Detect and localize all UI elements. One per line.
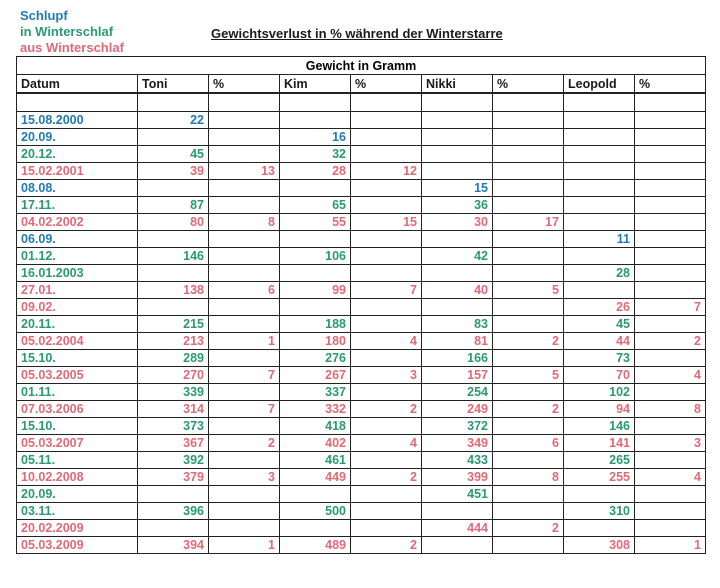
header-toni-percent: % xyxy=(209,75,280,94)
value-cell: 146 xyxy=(564,418,635,435)
value-cell: 249 xyxy=(422,401,493,418)
value-cell: 146 xyxy=(138,248,209,265)
color-legend xyxy=(20,8,124,56)
value-cell xyxy=(280,486,351,503)
value-cell xyxy=(422,112,493,129)
value-cell: 87 xyxy=(138,197,209,214)
value-cell: 80 xyxy=(138,214,209,231)
legend-in-winterschlaf: in Winterschlaf xyxy=(20,24,114,39)
value-cell: 138 xyxy=(138,282,209,299)
value-cell xyxy=(493,265,564,282)
value-cell xyxy=(209,265,280,282)
value-cell: 392 xyxy=(138,452,209,469)
value-cell: 314 xyxy=(138,401,209,418)
header-toni: Toni xyxy=(138,75,209,94)
value-cell: 22 xyxy=(138,112,209,129)
value-cell xyxy=(564,248,635,265)
value-cell xyxy=(493,537,564,554)
value-cell: 45 xyxy=(138,146,209,163)
value-cell xyxy=(351,316,422,333)
value-cell: 7 xyxy=(209,401,280,418)
value-cell: 2 xyxy=(493,520,564,537)
value-cell xyxy=(280,180,351,197)
date-cell: 20.12. xyxy=(17,146,138,163)
value-cell: 15 xyxy=(422,180,493,197)
value-cell: 367 xyxy=(138,435,209,452)
value-cell xyxy=(209,248,280,265)
value-cell: 379 xyxy=(138,469,209,486)
value-cell xyxy=(209,520,280,537)
value-cell xyxy=(351,180,422,197)
value-cell xyxy=(280,520,351,537)
table-row xyxy=(17,146,706,163)
value-cell xyxy=(635,418,706,435)
value-cell xyxy=(493,452,564,469)
value-cell xyxy=(564,214,635,231)
value-cell: 40 xyxy=(422,282,493,299)
value-cell: 394 xyxy=(138,537,209,554)
value-cell: 215 xyxy=(138,316,209,333)
date-cell: 10.02.2008 xyxy=(17,469,138,486)
value-cell xyxy=(138,520,209,537)
value-cell: 265 xyxy=(564,452,635,469)
value-cell xyxy=(564,129,635,146)
header-nikki: Nikki xyxy=(422,75,493,94)
date-cell: 01.11. xyxy=(17,384,138,401)
value-cell: 399 xyxy=(422,469,493,486)
header-kim-percent: % xyxy=(351,75,422,94)
value-cell: 396 xyxy=(138,503,209,520)
date-cell: 15.10. xyxy=(17,418,138,435)
value-cell xyxy=(635,384,706,401)
value-cell xyxy=(209,112,280,129)
value-cell: 2 xyxy=(209,435,280,452)
value-cell xyxy=(209,231,280,248)
table-row xyxy=(17,435,706,452)
value-cell xyxy=(138,231,209,248)
value-cell xyxy=(422,231,493,248)
value-cell: 3 xyxy=(209,469,280,486)
value-cell: 310 xyxy=(564,503,635,520)
date-cell: 20.09. xyxy=(17,129,138,146)
value-cell: 4 xyxy=(635,469,706,486)
legend-schlupf: Schlupf xyxy=(20,8,68,23)
value-cell xyxy=(351,146,422,163)
value-cell xyxy=(209,486,280,503)
table-row xyxy=(17,231,706,248)
value-cell xyxy=(209,197,280,214)
header-leopold: Leopold xyxy=(564,75,635,94)
value-cell xyxy=(635,163,706,180)
value-cell: 4 xyxy=(635,367,706,384)
value-cell xyxy=(209,418,280,435)
date-cell: 07.03.2006 xyxy=(17,401,138,418)
value-cell: 2 xyxy=(493,401,564,418)
value-cell xyxy=(635,146,706,163)
date-cell: 15.02.2001 xyxy=(17,163,138,180)
value-cell xyxy=(635,520,706,537)
value-cell xyxy=(635,452,706,469)
value-cell: 81 xyxy=(422,333,493,350)
value-cell xyxy=(422,129,493,146)
table-row xyxy=(17,418,706,435)
value-cell xyxy=(635,265,706,282)
table-row xyxy=(17,180,706,197)
value-cell xyxy=(635,129,706,146)
value-cell xyxy=(280,231,351,248)
value-cell: 213 xyxy=(138,333,209,350)
table-row xyxy=(17,469,706,486)
date-cell: 06.09. xyxy=(17,231,138,248)
value-cell xyxy=(351,299,422,316)
table-row xyxy=(17,112,706,129)
value-cell xyxy=(493,163,564,180)
value-cell xyxy=(351,350,422,367)
value-cell: 2 xyxy=(351,401,422,418)
value-cell xyxy=(138,299,209,316)
value-cell: 42 xyxy=(422,248,493,265)
value-cell xyxy=(493,231,564,248)
table-row xyxy=(17,248,706,265)
group-header: Gewicht in Gramm xyxy=(17,57,706,75)
value-cell: 418 xyxy=(280,418,351,435)
value-cell: 55 xyxy=(280,214,351,231)
value-cell: 4 xyxy=(351,435,422,452)
value-cell xyxy=(493,384,564,401)
value-cell: 5 xyxy=(493,367,564,384)
value-cell: 276 xyxy=(280,350,351,367)
value-cell xyxy=(493,316,564,333)
value-cell xyxy=(138,486,209,503)
value-cell xyxy=(493,248,564,265)
value-cell: 94 xyxy=(564,401,635,418)
value-cell: 4 xyxy=(351,333,422,350)
date-cell: 05.02.2004 xyxy=(17,333,138,350)
header-nikki-percent: % xyxy=(493,75,564,94)
value-cell: 11 xyxy=(564,231,635,248)
value-cell: 45 xyxy=(564,316,635,333)
value-cell: 39 xyxy=(138,163,209,180)
value-cell xyxy=(351,452,422,469)
column-header-row xyxy=(17,75,706,94)
value-cell: 451 xyxy=(422,486,493,503)
value-cell: 1 xyxy=(209,333,280,350)
value-cell: 7 xyxy=(351,282,422,299)
value-cell xyxy=(635,282,706,299)
date-cell: 17.11. xyxy=(17,197,138,214)
value-cell: 308 xyxy=(564,537,635,554)
table-row xyxy=(17,520,706,537)
value-cell xyxy=(209,384,280,401)
value-cell: 7 xyxy=(209,367,280,384)
table-row xyxy=(17,282,706,299)
date-cell: 03.11. xyxy=(17,503,138,520)
value-cell: 8 xyxy=(493,469,564,486)
date-cell: 20.02.2009 xyxy=(17,520,138,537)
value-cell xyxy=(138,265,209,282)
table-row xyxy=(17,197,706,214)
value-cell: 106 xyxy=(280,248,351,265)
date-cell: 15.08.2000 xyxy=(17,112,138,129)
value-cell xyxy=(493,129,564,146)
value-cell xyxy=(351,231,422,248)
value-cell xyxy=(493,486,564,503)
value-cell xyxy=(351,520,422,537)
value-cell: 373 xyxy=(138,418,209,435)
value-cell: 339 xyxy=(138,384,209,401)
value-cell xyxy=(351,384,422,401)
value-cell: 26 xyxy=(564,299,635,316)
value-cell: 8 xyxy=(635,401,706,418)
value-cell xyxy=(635,503,706,520)
table-row xyxy=(17,214,706,231)
table-row xyxy=(17,129,706,146)
table-row xyxy=(17,486,706,503)
value-cell: 444 xyxy=(422,520,493,537)
table-row xyxy=(17,452,706,469)
value-cell: 30 xyxy=(422,214,493,231)
value-cell: 70 xyxy=(564,367,635,384)
table-row xyxy=(17,350,706,367)
value-cell: 3 xyxy=(351,367,422,384)
table-row xyxy=(17,537,706,554)
value-cell xyxy=(209,129,280,146)
table-row xyxy=(17,299,706,316)
value-cell xyxy=(422,163,493,180)
value-cell: 36 xyxy=(422,197,493,214)
value-cell xyxy=(635,214,706,231)
value-cell: 2 xyxy=(351,469,422,486)
value-cell xyxy=(635,316,706,333)
value-cell: 32 xyxy=(280,146,351,163)
value-cell: 5 xyxy=(493,282,564,299)
value-cell: 449 xyxy=(280,469,351,486)
value-cell xyxy=(564,146,635,163)
date-cell: 05.03.2009 xyxy=(17,537,138,554)
date-cell: 05.11. xyxy=(17,452,138,469)
value-cell: 28 xyxy=(564,265,635,282)
value-cell xyxy=(209,452,280,469)
value-cell: 102 xyxy=(564,384,635,401)
value-cell: 6 xyxy=(209,282,280,299)
value-cell xyxy=(635,486,706,503)
value-cell: 2 xyxy=(635,333,706,350)
date-cell: 05.03.2005 xyxy=(17,367,138,384)
date-cell: 15.10. xyxy=(17,350,138,367)
value-cell: 2 xyxy=(493,333,564,350)
value-cell xyxy=(493,197,564,214)
value-cell: 461 xyxy=(280,452,351,469)
value-cell xyxy=(351,248,422,265)
value-cell: 332 xyxy=(280,401,351,418)
table-row xyxy=(17,503,706,520)
value-cell xyxy=(493,112,564,129)
value-cell: 8 xyxy=(209,214,280,231)
header-leopold-percent: % xyxy=(635,75,706,94)
value-cell: 17 xyxy=(493,214,564,231)
value-cell: 12 xyxy=(351,163,422,180)
table-row xyxy=(17,367,706,384)
value-cell xyxy=(422,146,493,163)
date-cell: 16.01.2003 xyxy=(17,265,138,282)
value-cell: 28 xyxy=(280,163,351,180)
value-cell: 255 xyxy=(564,469,635,486)
value-cell: 270 xyxy=(138,367,209,384)
value-cell xyxy=(138,129,209,146)
value-cell: 65 xyxy=(280,197,351,214)
value-cell: 402 xyxy=(280,435,351,452)
date-cell: 08.08. xyxy=(17,180,138,197)
value-cell xyxy=(351,197,422,214)
empty-row xyxy=(17,93,706,112)
value-cell xyxy=(493,350,564,367)
date-cell: 05.03.2007 xyxy=(17,435,138,452)
value-cell xyxy=(422,537,493,554)
value-cell: 489 xyxy=(280,537,351,554)
value-cell xyxy=(635,112,706,129)
value-cell xyxy=(493,180,564,197)
value-cell xyxy=(493,503,564,520)
value-cell: 337 xyxy=(280,384,351,401)
value-cell xyxy=(564,112,635,129)
value-cell xyxy=(209,299,280,316)
value-cell xyxy=(280,265,351,282)
value-cell xyxy=(635,350,706,367)
value-cell xyxy=(564,520,635,537)
value-cell xyxy=(564,180,635,197)
header-datum: Datum xyxy=(17,75,138,94)
value-cell xyxy=(209,180,280,197)
value-cell: 166 xyxy=(422,350,493,367)
date-cell: 04.02.2002 xyxy=(17,214,138,231)
value-cell: 180 xyxy=(280,333,351,350)
weight-table xyxy=(16,56,706,554)
value-cell: 83 xyxy=(422,316,493,333)
table-row xyxy=(17,316,706,333)
table-row xyxy=(17,401,706,418)
value-cell xyxy=(422,503,493,520)
header-kim: Kim xyxy=(280,75,351,94)
value-cell: 254 xyxy=(422,384,493,401)
document-title: Gewichtsverlust in % während der Winterstarre xyxy=(211,26,503,41)
value-cell: 349 xyxy=(422,435,493,452)
value-cell xyxy=(351,265,422,282)
table-row xyxy=(17,384,706,401)
value-cell xyxy=(351,129,422,146)
date-cell: 01.12. xyxy=(17,248,138,265)
value-cell xyxy=(351,418,422,435)
value-cell xyxy=(564,197,635,214)
value-cell: 267 xyxy=(280,367,351,384)
value-cell: 141 xyxy=(564,435,635,452)
date-cell: 20.11. xyxy=(17,316,138,333)
table-row xyxy=(17,163,706,180)
value-cell: 188 xyxy=(280,316,351,333)
legend-aus-winterschlaf: aus Winterschlaf xyxy=(20,40,124,55)
value-cell xyxy=(351,503,422,520)
value-cell: 3 xyxy=(635,435,706,452)
value-cell xyxy=(351,486,422,503)
value-cell xyxy=(635,197,706,214)
value-cell xyxy=(209,146,280,163)
date-cell: 27.01. xyxy=(17,282,138,299)
value-cell xyxy=(422,265,493,282)
value-cell xyxy=(564,282,635,299)
value-cell: 73 xyxy=(564,350,635,367)
value-cell: 372 xyxy=(422,418,493,435)
table-row xyxy=(17,265,706,282)
value-cell xyxy=(635,180,706,197)
value-cell xyxy=(209,316,280,333)
date-cell: 20.09. xyxy=(17,486,138,503)
value-cell: 44 xyxy=(564,333,635,350)
date-cell: 09.02. xyxy=(17,299,138,316)
value-cell: 15 xyxy=(351,214,422,231)
value-cell: 6 xyxy=(493,435,564,452)
value-cell xyxy=(209,350,280,367)
value-cell xyxy=(564,486,635,503)
value-cell xyxy=(493,299,564,316)
value-cell xyxy=(138,180,209,197)
value-cell: 289 xyxy=(138,350,209,367)
value-cell xyxy=(635,248,706,265)
value-cell: 1 xyxy=(635,537,706,554)
value-cell: 13 xyxy=(209,163,280,180)
value-cell: 99 xyxy=(280,282,351,299)
value-cell xyxy=(635,231,706,248)
value-cell xyxy=(280,112,351,129)
value-cell: 433 xyxy=(422,452,493,469)
value-cell: 2 xyxy=(351,537,422,554)
value-cell: 500 xyxy=(280,503,351,520)
group-header-row xyxy=(17,57,706,75)
value-cell: 157 xyxy=(422,367,493,384)
value-cell xyxy=(564,163,635,180)
value-cell: 7 xyxy=(635,299,706,316)
value-cell xyxy=(280,299,351,316)
value-cell: 1 xyxy=(209,537,280,554)
table-row xyxy=(17,333,706,350)
value-cell xyxy=(493,146,564,163)
value-cell: 16 xyxy=(280,129,351,146)
value-cell xyxy=(209,503,280,520)
value-cell xyxy=(422,299,493,316)
value-cell xyxy=(351,112,422,129)
value-cell xyxy=(493,418,564,435)
